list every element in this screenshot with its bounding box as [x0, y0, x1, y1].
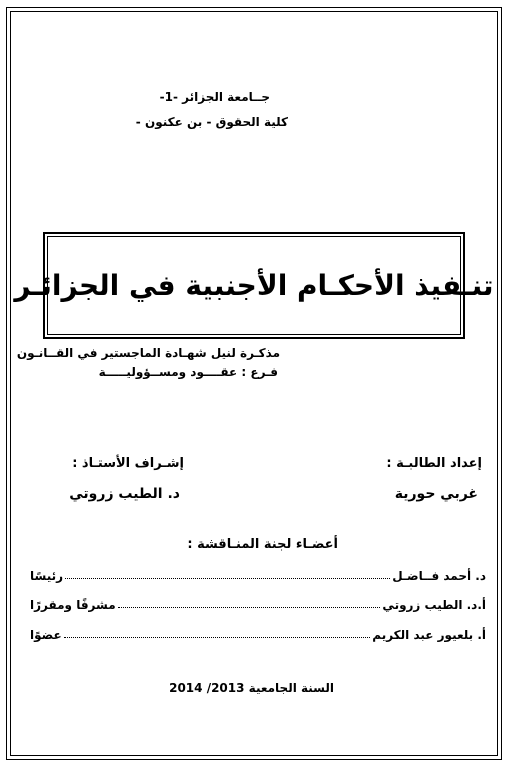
committee-member: [30, 592, 486, 612]
member-role: عضوًا: [30, 628, 62, 642]
committee-heading: أعضـاء لجنة المنـاقشة :: [187, 537, 338, 552]
prepared-by-label: إعداد الطالبـة :: [386, 456, 482, 471]
supervised-by-label: إشـراف الأستـاذ :: [72, 456, 184, 471]
member-role: مشرفًا ومقررًا: [30, 598, 116, 612]
member-name: د. أحمد فــاضـل: [392, 569, 486, 583]
committee-member: [30, 622, 486, 642]
degree-statement: مذكـرة لنيل شهـادة الماجستير في القــانـون: [16, 346, 280, 360]
academic-year: السنة الجامعية 2013/ 2014: [169, 681, 334, 695]
university-name: جــامعة الجزائر -1-: [159, 90, 270, 104]
dotted-leader: [64, 637, 371, 638]
member-name: أ.د. الطيب زروتي: [382, 598, 486, 612]
dotted-leader: [65, 578, 390, 579]
supervisor-name: د. الطيب زروتي: [69, 486, 180, 502]
student-name: غربي حورية: [394, 486, 478, 502]
thesis-title: تنـفيذ الأحكـام الأجنبية في الجزائـر: [14, 269, 494, 302]
member-role: رئيسًا: [30, 569, 64, 583]
specialization-branch: فـرع : عقــــود ومســؤوليـــــة: [98, 365, 278, 379]
dotted-leader: [118, 607, 381, 608]
committee-member: [30, 563, 486, 583]
faculty-name: كلية الحقوق - بن عكنون -: [135, 115, 288, 129]
member-name: أ. بلعيور عبد الكريم: [372, 628, 486, 642]
